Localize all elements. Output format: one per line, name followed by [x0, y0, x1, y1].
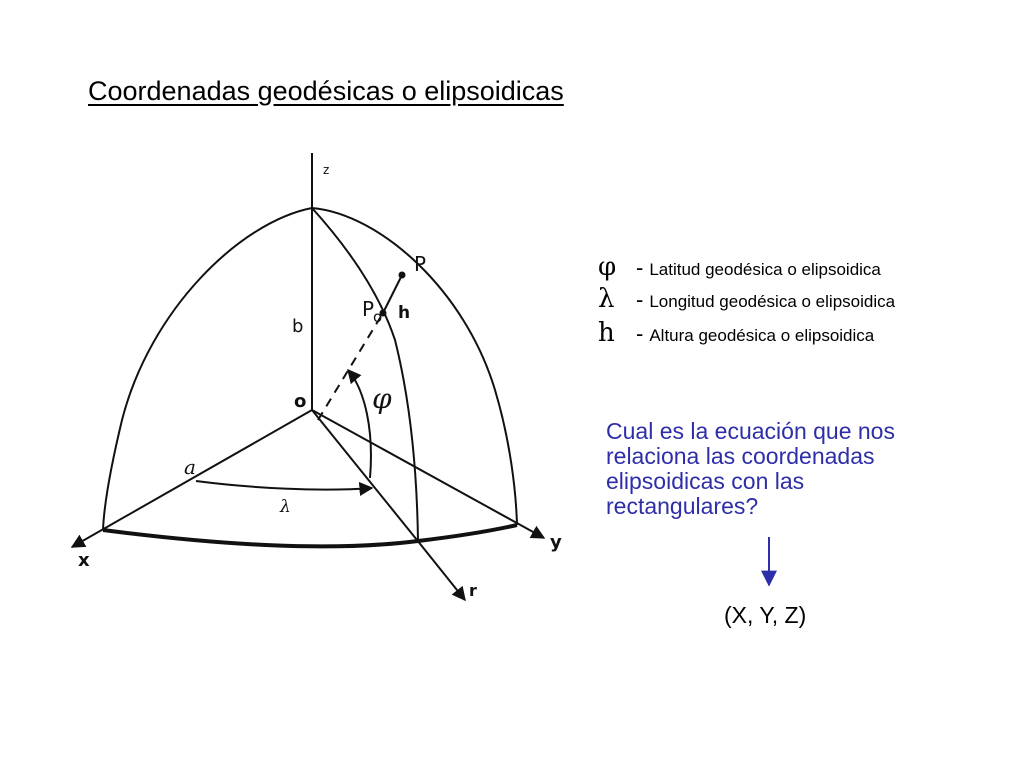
label-h: h	[398, 303, 411, 323]
label-r: r	[469, 581, 477, 600]
legend-row-latitude	[598, 252, 881, 282]
label-p: P	[414, 252, 427, 276]
point-p	[399, 272, 406, 279]
legend-dash: -	[636, 321, 644, 346]
label-z: z	[323, 163, 330, 177]
phi-arc	[348, 370, 371, 478]
question-text	[606, 419, 966, 519]
label-p0-sub: o	[373, 308, 383, 326]
equator	[103, 525, 517, 546]
meridian-p	[312, 208, 418, 541]
legend-row-longitude	[598, 284, 895, 314]
answer-text: (X, Y, Z)	[724, 602, 807, 628]
legend-dash: -	[636, 255, 644, 280]
question-line: Cual es la ecuación que nos	[606, 418, 895, 444]
legend-dash: -	[636, 287, 644, 312]
question-line: rectangulares?	[606, 493, 759, 519]
label-y: y	[550, 532, 562, 553]
label-lambda: λ	[280, 497, 291, 517]
legend-text: Altura geodésica o elipsoidica	[649, 326, 875, 345]
legend-row-height	[598, 318, 874, 348]
label-p0: P	[362, 297, 375, 321]
r-axis	[312, 410, 417, 540]
r-axis-ext	[417, 540, 465, 600]
question-line: elipsoidicas con las	[606, 468, 805, 494]
label-o: o	[294, 391, 307, 412]
slide-title: Coordenadas geodésicas o elipsoidicas	[88, 76, 564, 106]
label-x: x	[78, 550, 90, 571]
label-a: a	[184, 455, 196, 479]
legend-symbol: h	[598, 318, 615, 348]
label-b: b	[292, 316, 304, 337]
question-line: relaciona las coordenadas	[606, 443, 875, 469]
lambda-arc	[196, 481, 372, 490]
legend-symbol: λ	[598, 284, 615, 314]
legend-symbol: φ	[598, 252, 617, 282]
legend-text: Latitud geodésica o elipsoidica	[649, 260, 881, 279]
label-phi: φ	[372, 382, 392, 415]
legend-text: Longitud geodésica o elipsoidica	[649, 292, 896, 311]
y-axis	[312, 410, 544, 538]
